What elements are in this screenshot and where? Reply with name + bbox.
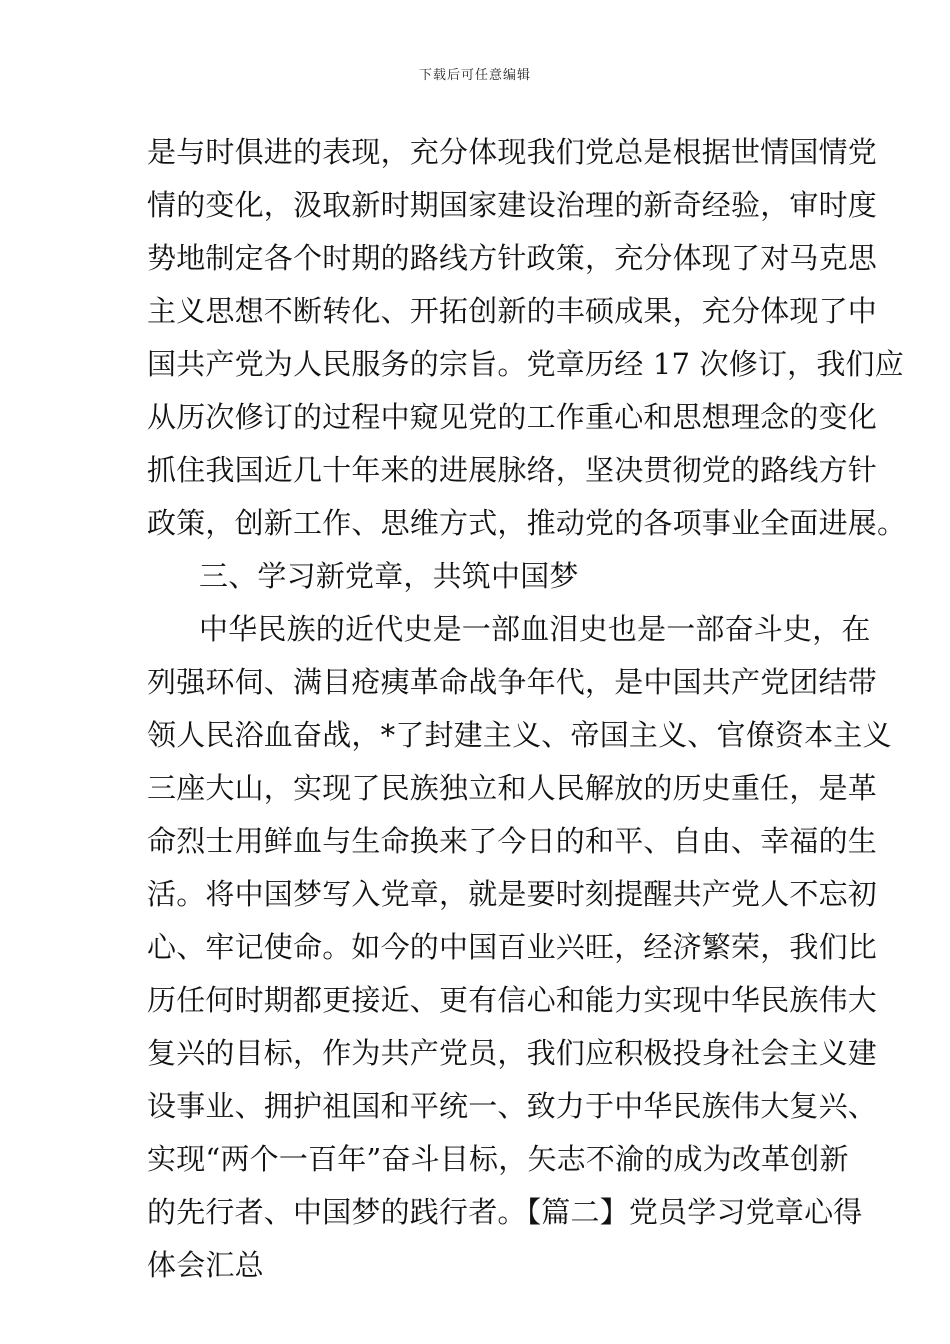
text-line: 活。将中国梦写入党章，就是要时刻提醒共产党人不忘初	[147, 877, 878, 911]
text-line: 势地制定各个时期的路线方针政策，充分体现了对马克思	[147, 241, 878, 275]
text-line: 实现“两个一百年”奋斗目标，矢志不渝的成为改革创新	[147, 1142, 849, 1176]
text-line: 政策，创新工作、思维方式，推动党的各项事业全面进展。	[147, 506, 907, 540]
text-line: 情的变化，汲取新时期国家建设治理的新奇经验，审时度	[147, 188, 878, 222]
text-line: 领人民浴血奋战，*了封建主义、帝国主义、官僚资本主义	[147, 718, 892, 752]
text-line: 命烈士用鲜血与生命换来了今日的和平、自由、幸福的生	[147, 824, 878, 858]
document-body	[147, 126, 907, 1292]
text-line: 中华民族的近代史是一部血泪史也是一部奋斗史，在	[199, 612, 871, 646]
section-heading: 三、学习新党章，共筑中国梦	[199, 559, 579, 593]
text-line: 心、牢记使命。如今的中国百业兴旺，经济繁荣，我们比	[147, 930, 878, 964]
text-line: 从历次修订的过程中窥见党的工作重心和思想理念的变化	[147, 400, 878, 434]
text-line: 国共产党为人民服务的宗旨。党章历经 17 次修订，我们应	[147, 347, 904, 381]
text-line: 体会汇总	[147, 1248, 264, 1282]
text-line: 设事业、拥护祖国和平统一、致力于中华民族伟大复兴、	[147, 1089, 878, 1123]
text-line: 的先行者、中国梦的践行者。【篇二】党员学习党章心得	[147, 1195, 863, 1229]
text-line: 三座大山，实现了民族独立和人民解放的历史重任，是革	[147, 771, 878, 805]
text-line: 复兴的目标，作为共产党员，我们应积极投身社会主义建	[147, 1036, 878, 1070]
text-line: 列强环伺、满目疮痍革命战争年代，是中国共产党团结带	[147, 665, 878, 699]
page-header: 下载后可任意编辑	[418, 68, 531, 83]
text-line: 历任何时期都更接近、更有信心和能力实现中华民族伟大	[147, 983, 878, 1017]
text-line: 抓住我国近几十年来的进展脉络，坚决贯彻党的路线方针	[147, 453, 878, 487]
text-line: 主义思想不断转化、开拓创新的丰硕成果，充分体现了中	[147, 294, 878, 328]
text-line: 是与时俱进的表现，充分体现我们党总是根据世情国情党	[147, 135, 878, 169]
